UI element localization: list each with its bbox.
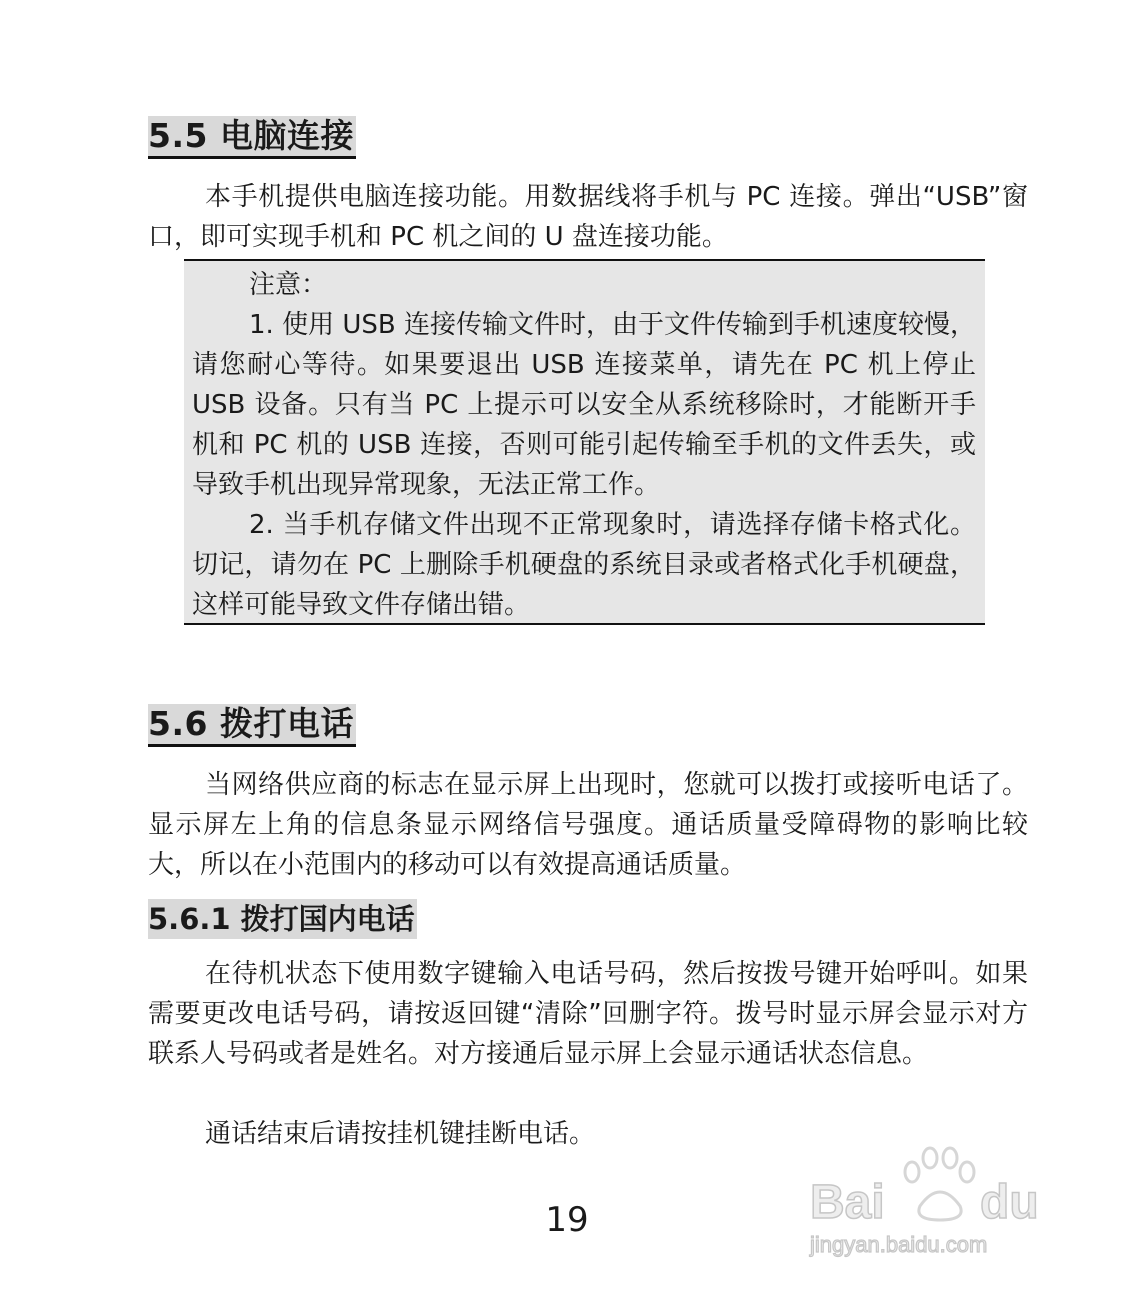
note-box xyxy=(184,259,985,625)
svg-text:du: du xyxy=(980,1176,1039,1229)
section-heading-5-6-1: 5.6.1 拨打国内电话 xyxy=(148,899,417,939)
section-heading-5-6: 5.6 拨打电话 xyxy=(148,704,356,747)
section-5-6-1-paragraph-1: 在待机状态下使用数字键输入电话号码，然后按拨号键开始呼叫。如果需要更改电话号码，请按返回键“清除”回删字符。拨号时显示屏会显示对方联系人号码或者是姓名。对方接通后显示屏上会显示通话状态信息。 xyxy=(148,959,1028,1069)
note-item-2: 2. 当手机存储文件出现不正常现象时，请选择存储卡格式化。切记，请勿在 PC 上删除手机硬盘的系统目录或者格式化手机硬盘，这样可能导致文件存储出错。 xyxy=(192,510,976,620)
section-5-5-paragraph: 本手机提供电脑连接功能。用数据线将手机与 PC 连接。弹出“USB”窗口，即可实现手机和 PC 机之间的 U 盘连接功能。 xyxy=(148,182,1028,252)
note-title: 注意： xyxy=(249,270,328,300)
section-heading-5-5: 5.5 电脑连接 xyxy=(148,116,356,159)
svg-text:jingyan.baidu.com: jingyan.baidu.com xyxy=(810,1232,988,1257)
page-number: 19 xyxy=(545,1200,589,1240)
note-item-1: 1. 使用 USB 连接传输文件时，由于文件传输到手机速度较慢，请您耐心等待。如果要退出 USB 连接菜单，请先在 PC 机上停止 USB 设备。只有当 PC 上提示可以安全从系统移除时，才能断开手机和 PC 机的 USB 连接，否则可能引起传输至手机的文件丢失，或导致手机出现异常现象，无法正常工作。 xyxy=(192,310,976,500)
section-5-6-1-paragraph-2: 通话结束后请按挂机键挂断电话。 xyxy=(205,1119,596,1149)
section-5-6-paragraph: 当网络供应商的标志在显示屏上出现时，您就可以拨打或接听电话了。显示屏左上角的信息条显示网络信号强度。通话质量受障碍物的影响比较大，所以在小范围内的移动可以有效提高通话质量。 xyxy=(148,770,1028,880)
baidu-watermark-logo xyxy=(790,1120,1090,1270)
svg-text:Bai: Bai xyxy=(810,1176,885,1229)
